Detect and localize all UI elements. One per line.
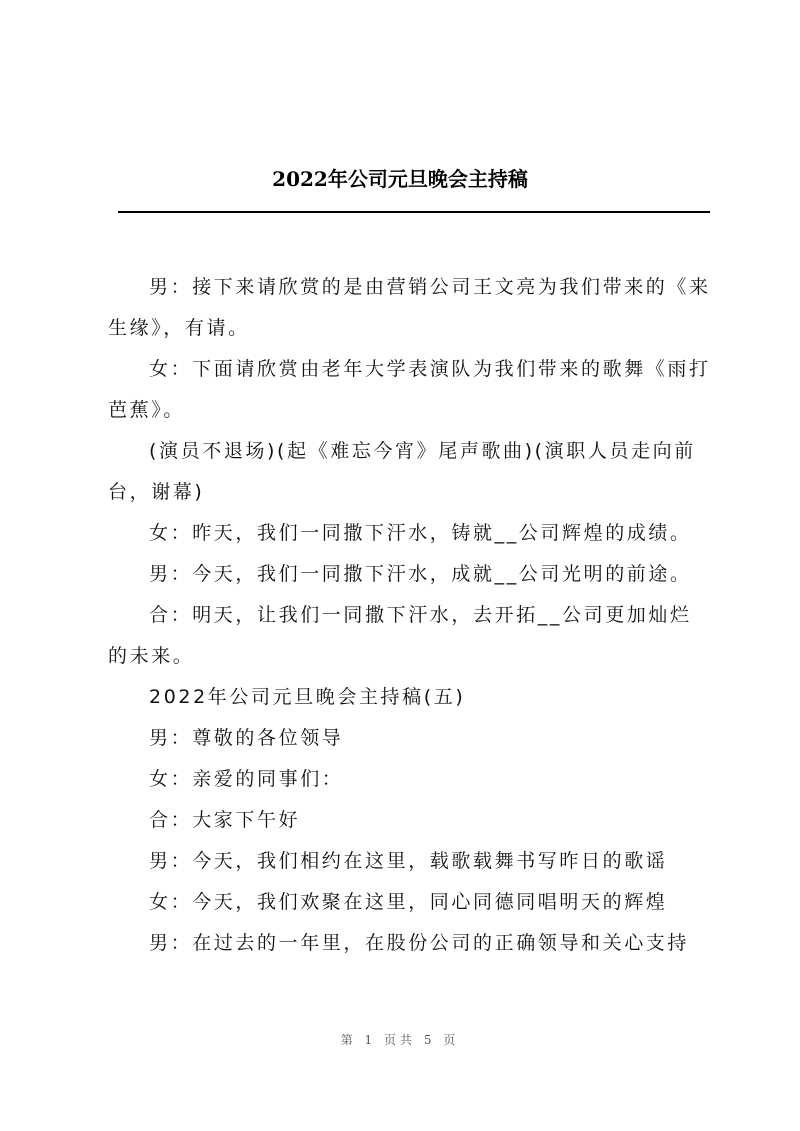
section-heading: 2022年公司元旦晚会主持稿(五)	[149, 686, 466, 708]
title-divider	[118, 211, 710, 213]
paragraph: 男：接下来请欣赏的是由营销公司王文亮为我们带来的《来生缘》，有请。	[108, 276, 711, 339]
paragraph: 合：大家下午好	[149, 809, 301, 831]
paragraph: 合：明天，让我们一同撒下汗水，去开拓__公司更加灿烂的未来。	[108, 604, 692, 667]
document-body	[108, 267, 713, 964]
paragraph: 男：尊敬的各位领导	[149, 727, 344, 749]
document-title: 2022年公司元旦晚会主持稿	[272, 167, 528, 191]
paragraph: 男：今天，我们一同撒下汗水，成就__公司光明的前途。	[149, 563, 692, 585]
paragraph: 女：亲爱的同事们：	[149, 768, 344, 790]
paragraph: 女：下面请欣赏由老年大学表演队为我们带来的歌舞《雨打芭蕉》。	[108, 358, 711, 421]
paragraph: (演员不退场)(起《难忘今宵》尾声歌曲)(演职人员走向前台，谢幕)	[108, 440, 696, 503]
paragraph: 男：在过去的一年里，在股份公司的正确领导和关心支持	[149, 932, 690, 954]
paragraph: 女：昨天，我们一同撒下汗水，铸就__公司辉煌的成绩。	[149, 522, 692, 544]
paragraph: 女：今天，我们欢聚在这里，同心同德同唱明天的辉煌	[149, 891, 668, 913]
page-footer: 第 1 页共 5 页	[340, 1033, 460, 1047]
paragraph: 男：今天，我们相约在这里，载歌载舞书写昨日的歌谣	[149, 850, 668, 872]
